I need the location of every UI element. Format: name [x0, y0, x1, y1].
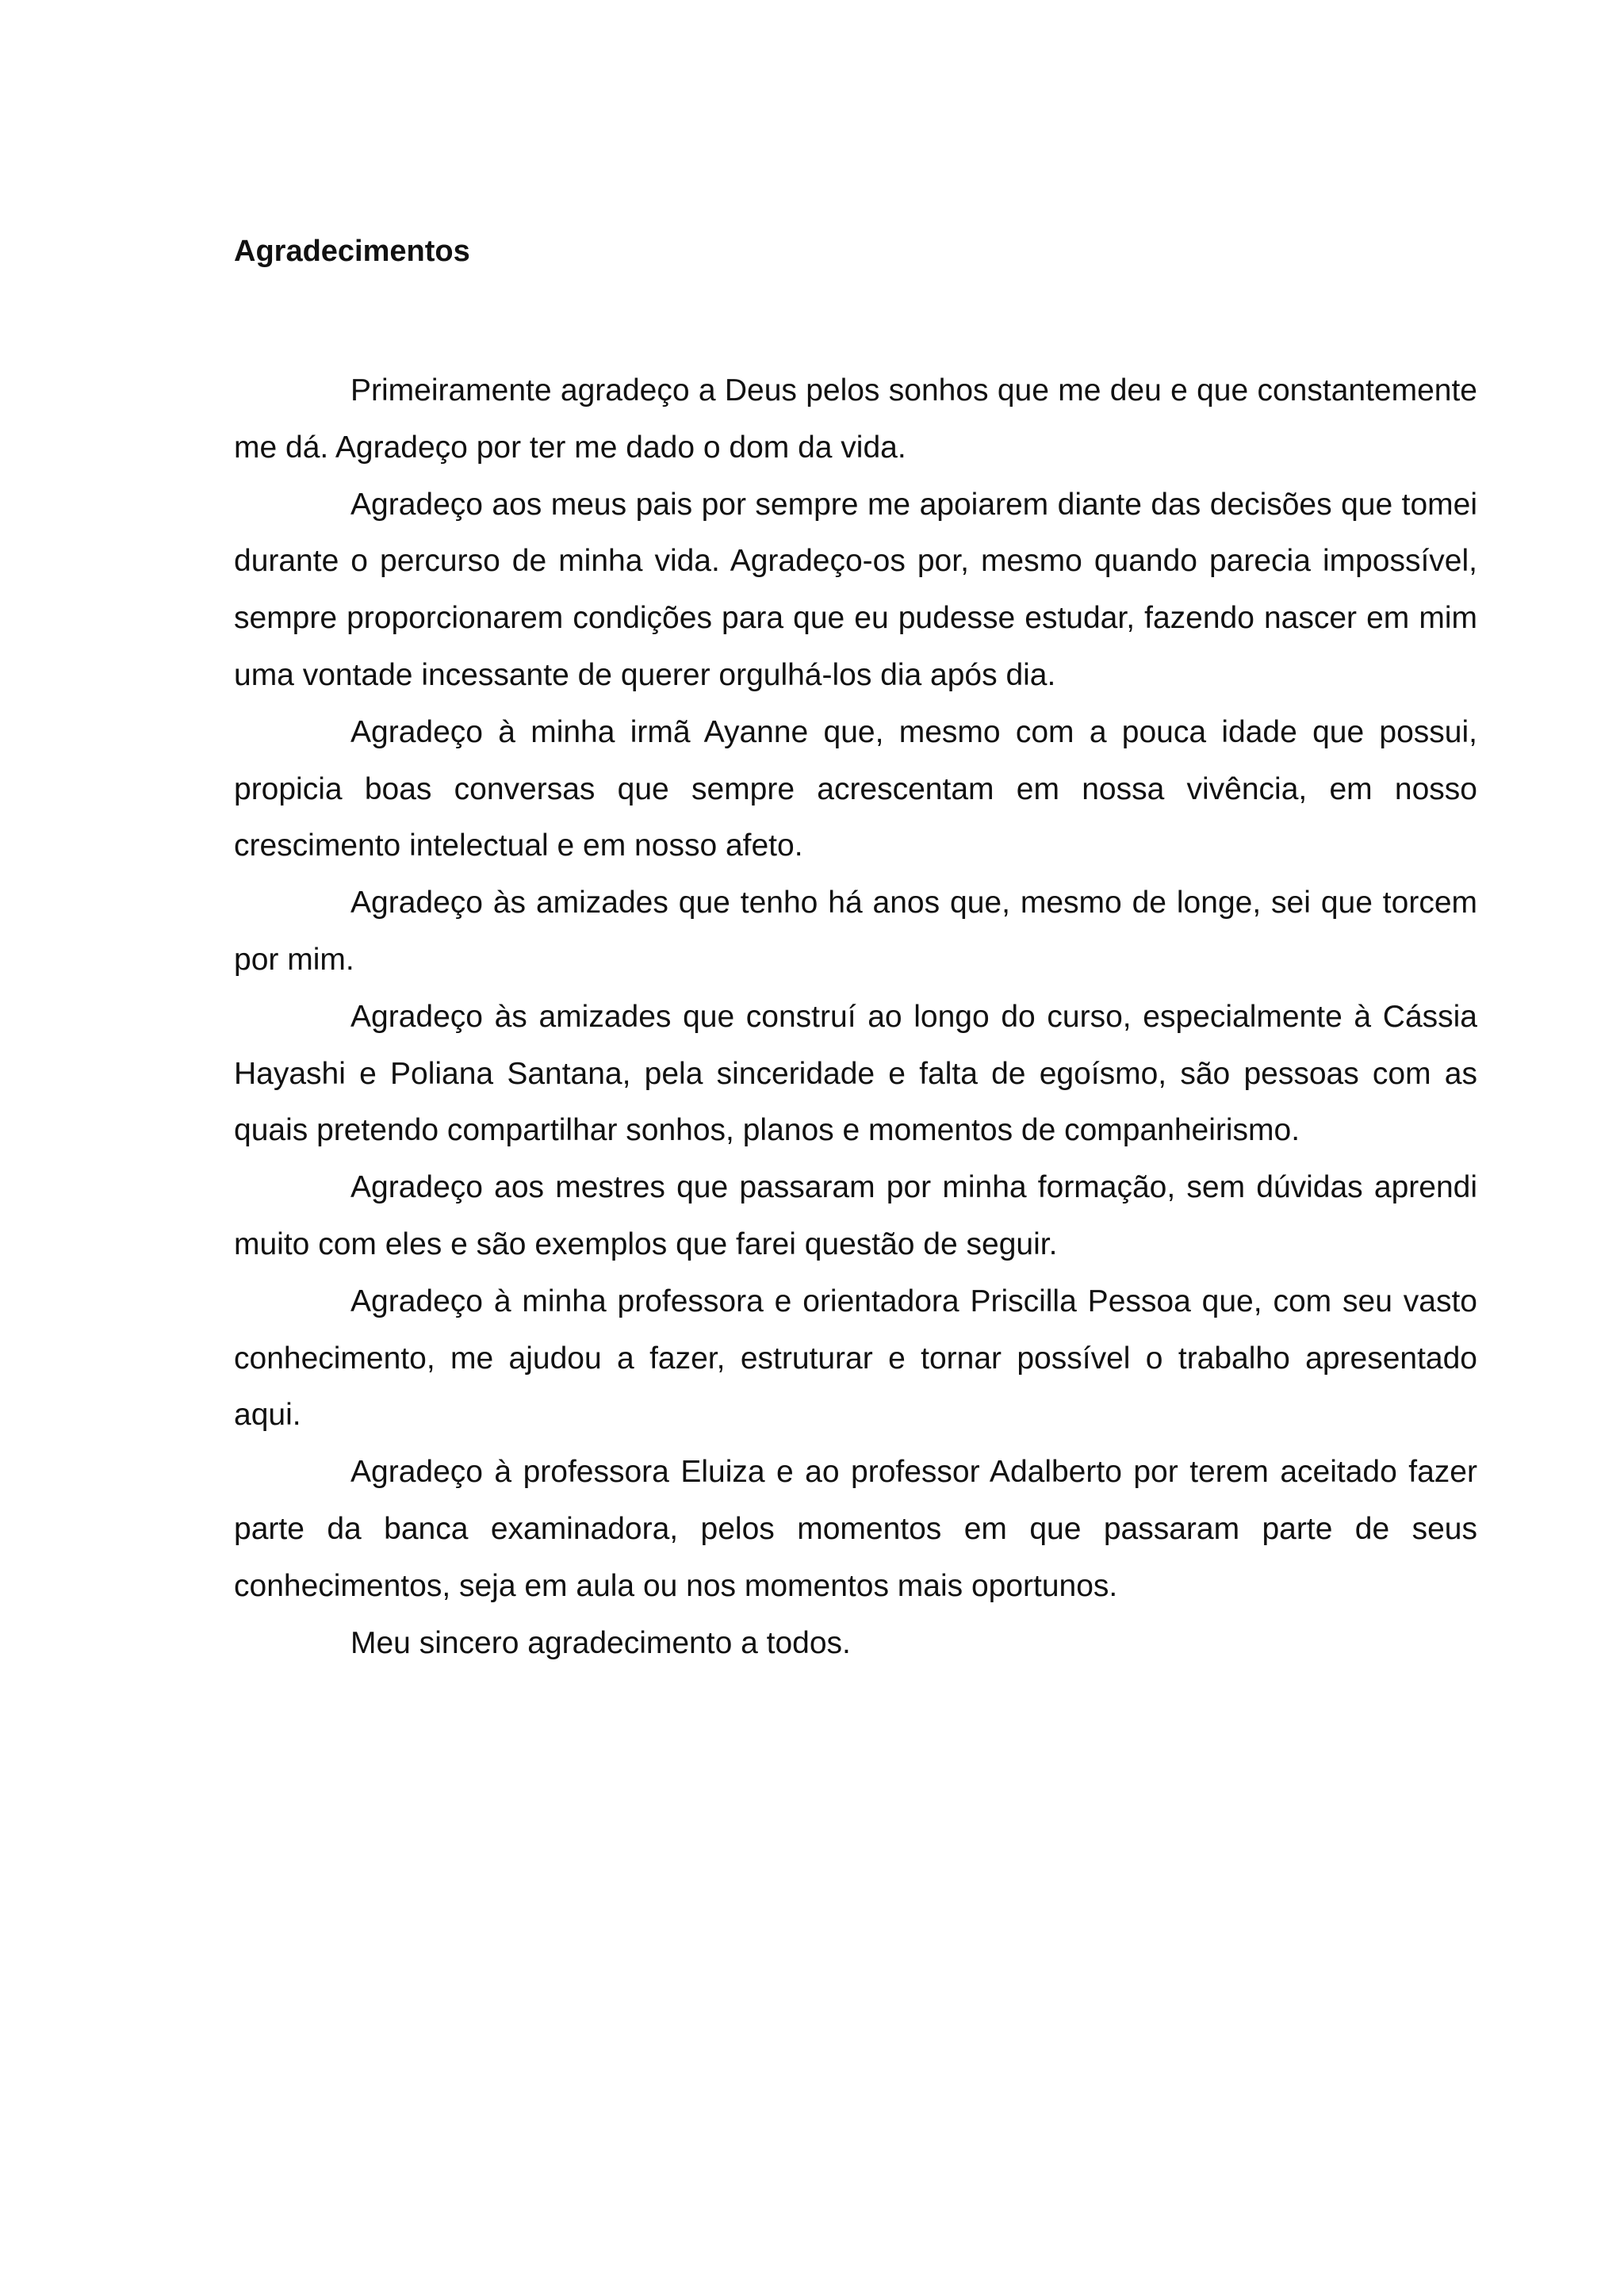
page-content: [234, 234, 1477, 1671]
paragraph-9: Meu sincero agradecimento a todos.: [350, 1625, 851, 1660]
acknowledgements-body: [234, 362, 1477, 1671]
paragraph-6: Agradeço aos mestres que passaram por minha formação, sem dúvidas aprendi muito com eles e são exemplos que farei questão de seguir.: [234, 1170, 1477, 1261]
paragraph-7: Agradeço à minha professora e orientadora Priscilla Pessoa que, com seu vasto conhecimento, me ajudou a fazer, estruturar e tornar possível o trabalho apresentado aqui.: [234, 1284, 1477, 1433]
paragraph-8: Agradeço à professora Eluiza e ao professor Adalberto por terem aceitado fazer parte da banca examinadora, pelos momentos em que passaram parte de seus conhecimentos, seja em aula ou nos momentos mais oportunos.: [234, 1455, 1477, 1603]
paragraph-5: Agradeço às amizades que construí ao longo do curso, especialmente à Cássia Hayashi e Poliana Santana, pela sinceridade e falta de egoísmo, são pessoas com as quais pretendo compartilhar sonhos, planos e momentos de companheirismo.: [234, 999, 1477, 1148]
paragraph-2: Agradeço aos meus pais por sempre me apoiarem diante das decisões que tomei durante o percurso de minha vida. Agradeço-os por, mesmo quando parecia impossível, sempre proporcionarem condições para que eu pudesse estudar, fazendo nascer em mim uma vontade incessante de querer orgulhá-los dia após dia.: [234, 487, 1477, 692]
page-title: Agradecimentos: [234, 235, 470, 268]
paragraph-3: Agradeço à minha irmã Ayanne que, mesmo com a pouca idade que possui, propicia boas conversas que sempre acrescentam em nossa vivência, em nosso crescimento intelectual e em nosso afeto.: [234, 714, 1477, 863]
paragraph-1: Primeiramente agradeço a Deus pelos sonhos que me deu e que constantemente me dá. Agradeço por ter me dado o dom da vida.: [234, 373, 1477, 465]
paragraph-4: Agradeço às amizades que tenho há anos que, mesmo de longe, sei que torcem por mim.: [234, 886, 1477, 977]
